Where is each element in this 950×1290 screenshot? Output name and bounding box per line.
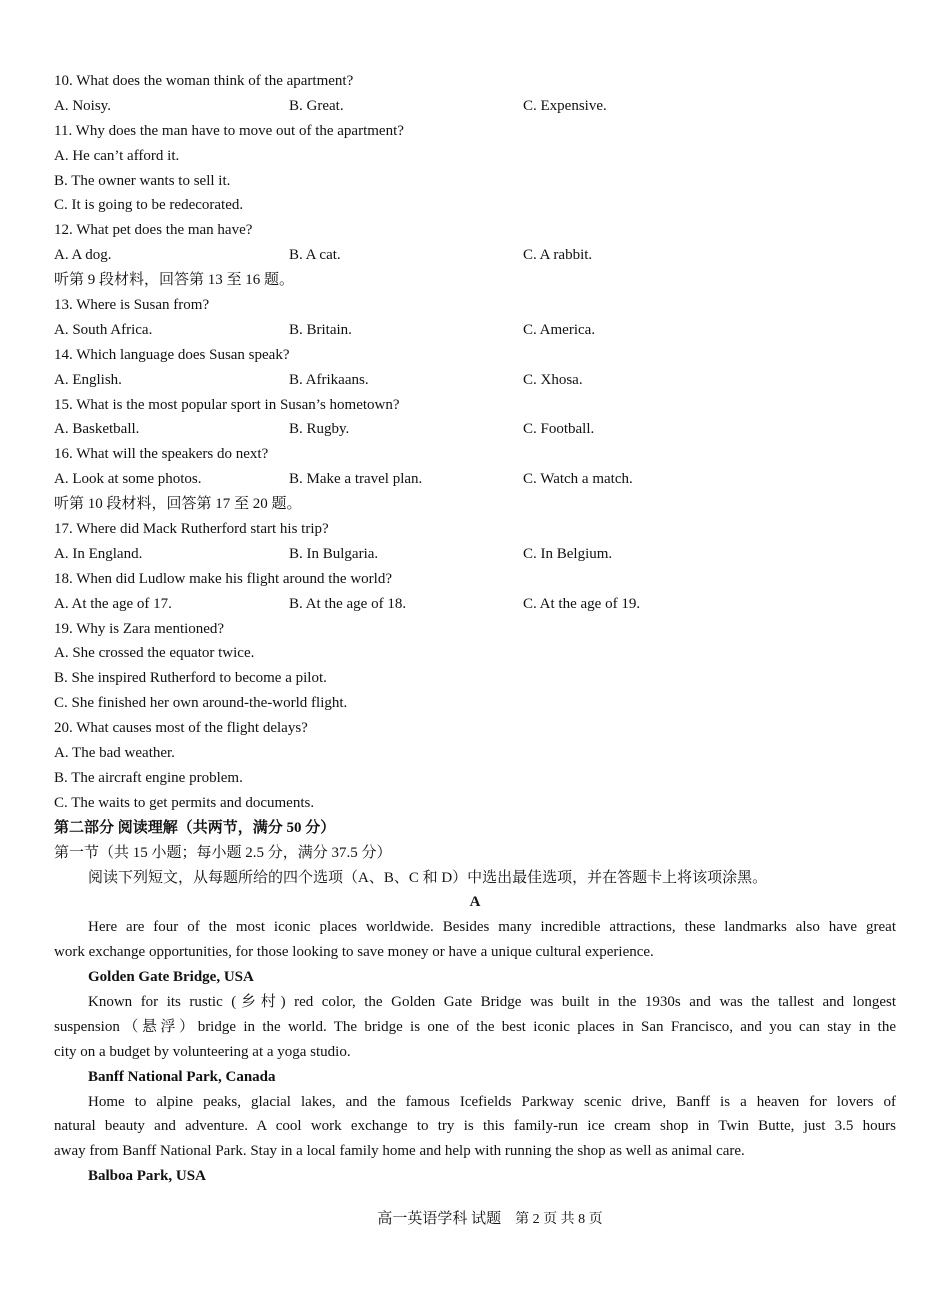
passage-text-line: away from Banff National Park. Stay in a local family home and help with running the shop as well as animal care. [54, 1143, 745, 1160]
answer-option: B. At the age of 18. [289, 595, 407, 612]
answer-option: C. America. [523, 321, 596, 338]
listening-instruction: 听第 10 段材料，回答第 17 至 20 题。 [54, 496, 302, 513]
option-row [54, 94, 896, 119]
answer-option: C. It is going to be redecorated. [54, 197, 244, 214]
answer-option: B. In Bulgaria. [289, 545, 379, 562]
question-stem: 14. Which language does Susan speak? [54, 346, 290, 363]
answer-option: A. In England. [54, 545, 143, 562]
answer-option: C. A rabbit. [523, 247, 593, 264]
section-title: Golden Gate Bridge, USA [88, 969, 254, 986]
footer-title: 高一英语学科 试题 [377, 1211, 502, 1227]
answer-option: A. South Africa. [54, 321, 153, 338]
answer-option: A. Noisy. [54, 97, 111, 114]
question-stem: 12. What pet does the man have? [54, 222, 253, 239]
section-title: Banff National Park, Canada [88, 1068, 276, 1085]
answer-option: C. Football. [523, 421, 595, 438]
answer-option: C. At the age of 19. [523, 595, 641, 612]
answer-option: A. She crossed the equator twice. [54, 645, 255, 662]
option-row [54, 417, 896, 442]
section-title: Balboa Park, USA [88, 1168, 206, 1185]
question-stem: 13. Where is Susan from? [54, 297, 210, 314]
answer-option: A. English. [54, 371, 122, 388]
answer-option: B. Britain. [289, 321, 352, 338]
passage-text-line: natural beauty and adventure. A cool work exchange to try is this family-run ice cream shop in Twin Butte, just 3.5 hours [54, 1118, 896, 1135]
part-heading: 第二部分 阅读理解（共两节，满分 50 分） [54, 819, 336, 836]
question-stem: 10. What does the woman think of the apartment? [54, 73, 354, 89]
answer-option: B. She inspired Rutherford to become a pilot. [54, 670, 327, 687]
answer-option: C. Expensive. [523, 97, 607, 114]
answer-option: C. In Belgium. [523, 545, 613, 562]
passage-text-line: work exchange opportunities, for those looking to save money or have a unique cultural experience. [54, 944, 654, 961]
answer-option: A. The bad weather. [54, 745, 175, 762]
question-stem: 17. Where did Mack Rutherford start his trip? [54, 521, 329, 538]
answer-option: C. Watch a match. [523, 471, 633, 488]
answer-option: A. A dog. [54, 247, 112, 264]
option-row [54, 243, 896, 268]
question-stem: 11. Why does the man have to move out of the apartment? [54, 122, 404, 139]
option-row [54, 592, 896, 617]
page-content [54, 69, 896, 1189]
passage-letter: A [469, 894, 481, 911]
listening-instruction: 听第 9 段材料，回答第 13 至 16 题。 [54, 272, 295, 289]
question-stem: 20. What causes most of the flight delays? [54, 720, 308, 737]
answer-option: B. The aircraft engine problem. [54, 769, 243, 786]
question-stem: 19. Why is Zara mentioned? [54, 620, 225, 637]
answer-option: B. Make a travel plan. [289, 471, 423, 488]
footer-page-number: 第 2 页 共 8 页 [515, 1212, 603, 1227]
passage-text-line: Known for its rustic (乡村) red color, the Golden Gate Bridge was built in the 1930s and was the tallest and longest [88, 993, 896, 1010]
answer-option: A. At the age of 17. [54, 595, 172, 612]
reading-directions: 阅读下列短文，从每题所给的四个选项（A、B、C 和 D）中选出最佳选项，并在答题卡上将该项涂黑。 [88, 869, 768, 886]
page-footer [0, 1207, 950, 1228]
answer-option: A. Basketball. [54, 421, 140, 438]
section-heading: 第一节（共 15 小题；每小题 2.5 分，满分 37.5 分） [54, 844, 392, 861]
answer-option: A. Look at some photos. [54, 471, 202, 488]
passage-text-line: city on a budget by volunteering at a yoga studio. [54, 1043, 351, 1060]
answer-option: B. Afrikaans. [289, 371, 369, 388]
passage-text-line: Home to alpine peaks, glacial lakes, and the famous Icefields Parkway scenic drive, Banff is a heaven for lovers of [88, 1093, 896, 1110]
answer-option: B. A cat. [289, 247, 341, 264]
option-row [54, 542, 896, 567]
answer-option: C. The waits to get permits and documents. [54, 794, 315, 811]
question-stem: 16. What will the speakers do next? [54, 446, 269, 463]
answer-option: B. Great. [289, 97, 344, 114]
answer-option: C. She finished her own around-the-world flight. [54, 695, 348, 712]
answer-option: C. Xhosa. [523, 371, 583, 388]
passage-text-line: suspension（悬浮）bridge in the world. The bridge is one of the best iconic places in San Francisco, and you can stay in the [54, 1018, 896, 1035]
question-stem: 18. When did Ludlow make his flight around the world? [54, 570, 392, 587]
answer-option: B. Rugby. [289, 421, 350, 438]
answer-option: B. The owner wants to sell it. [54, 172, 231, 189]
passage-text-line: Here are four of the most iconic places worldwide. Besides many incredible attractions, these landmarks also have great [88, 919, 896, 936]
answer-option: A. He can’t afford it. [54, 147, 180, 164]
option-row [54, 467, 896, 492]
question-stem: 15. What is the most popular sport in Susan’s hometown? [54, 396, 400, 413]
option-row [54, 318, 896, 343]
option-row [54, 368, 896, 393]
